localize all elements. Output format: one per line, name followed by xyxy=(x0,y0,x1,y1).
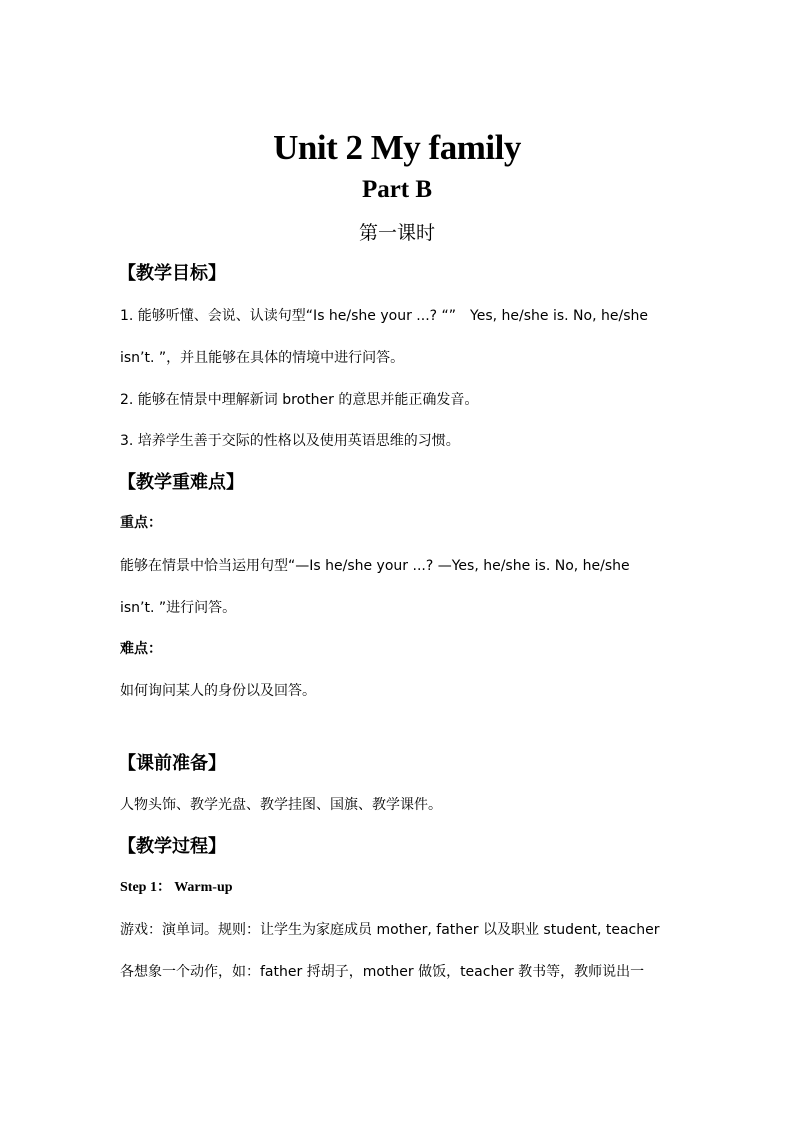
focus-label: 重点： xyxy=(120,515,162,531)
lesson-label: 第一课时 xyxy=(358,222,435,244)
objective-line-1: 1. 能够听懂、会说、认读句型“Is he/she your ...? “” Yes, he/she is. No, he/she xyxy=(120,308,648,324)
document-subtitle: Part B xyxy=(361,176,433,203)
focus-line-1: 能够在情景中恰当运用句型“—Is he/she your ...? —Yes, he/she is. No, he/she xyxy=(120,558,630,574)
process-line-1: 游戏：演单词。规则：让学生为家庭成员 mother, father 以及职业 student, teacher xyxy=(120,922,660,938)
objective-line-3: 2. 能够在情景中理解新词 brother 的意思并能正确发音。 xyxy=(120,392,479,408)
step-1-label: Step 1： Warm-up xyxy=(120,880,233,895)
objective-line-2: isn’t. ”，并且能够在具体的情境中进行问答。 xyxy=(120,350,405,366)
focus-line-2: isn’t. ”进行问答。 xyxy=(120,600,237,616)
key-points-heading: 【教学重难点】 xyxy=(118,472,244,493)
difficulty-line: 如何询问某人的身份以及回答。 xyxy=(120,683,316,699)
objectives-heading: 【教学目标】 xyxy=(118,263,226,284)
document-title: Unit 2 My family xyxy=(273,128,521,167)
preparation-heading: 【课前准备】 xyxy=(118,753,226,774)
difficulty-label: 难点： xyxy=(120,641,162,657)
preparation-line: 人物头饰、教学光盘、教学挂图、国旗、教学课件。 xyxy=(120,797,442,813)
objective-line-4: 3. 培养学生善于交际的性格以及使用英语思维的习惯。 xyxy=(120,433,460,449)
process-heading: 【教学过程】 xyxy=(118,836,226,857)
process-line-2: 各想象一个动作，如：father 捋胡子，mother 做饭，teacher 教书等，教师说出一 xyxy=(120,964,645,980)
